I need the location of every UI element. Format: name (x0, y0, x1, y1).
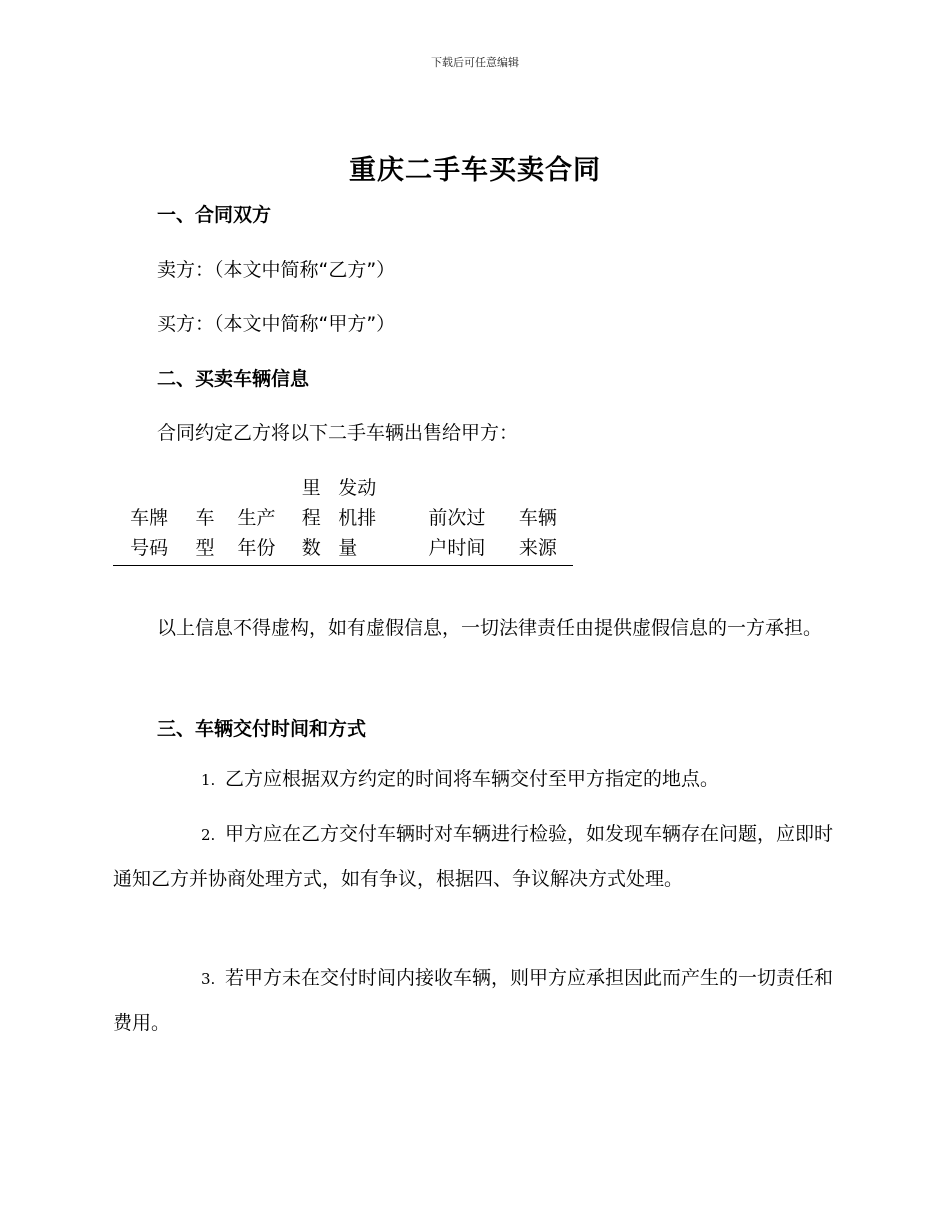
table-header-row (113, 473, 573, 566)
item-number: 2. (201, 826, 216, 844)
item-text: 若甲方未在交付时间内接收车辆，则甲方应承担因此而产生的一切责任和费用。 (113, 967, 834, 1034)
item-number: 3. (201, 970, 216, 988)
header-line: 生产 (237, 507, 276, 529)
delivery-item-1 (113, 757, 833, 802)
header-line: 里 (301, 477, 321, 499)
header-line: 车 (195, 507, 215, 529)
header-line: 发动 (338, 477, 377, 499)
table-header-cell (185, 473, 224, 566)
header-line: 户时间 (428, 537, 486, 559)
table-header-cell (288, 473, 334, 566)
section-heading-vehicle-info: 二、买卖车辆信息 (157, 368, 310, 390)
header-line: 年份 (237, 537, 276, 559)
header-line: 程 (301, 507, 321, 529)
table-header-cell (225, 473, 289, 566)
buyer-line: 买方：（本文中简称“甲方”） (157, 313, 396, 335)
header-line: 数 (301, 537, 321, 559)
table-header-cell (411, 473, 503, 566)
header-note: 下载后可任意编辑 (431, 56, 519, 69)
vehicle-info-table (113, 473, 573, 566)
table-header-cell (113, 473, 185, 566)
table-header-cell (503, 473, 573, 566)
item-text: 乙方应根据双方约定的时间将车辆交付至甲方指定的地点。 (225, 768, 720, 790)
header-line: 前次过 (428, 507, 486, 529)
item-text: 甲方应在乙方交付车辆时对车辆进行检验，如发现车辆存在问题，应即时通知乙方并协商处理方式，如有争议，根据四、争议解决方式处理。 (113, 823, 834, 890)
vehicle-intro: 合同约定乙方将以下二手车辆出售给甲方： (157, 422, 519, 444)
header-line: 量 (338, 537, 358, 559)
item-number: 1. (201, 771, 216, 789)
header-line: 型 (195, 537, 215, 559)
delivery-item-3 (113, 956, 833, 1045)
header-line: 车辆 (518, 507, 557, 529)
delivery-item-2 (113, 812, 833, 901)
document-title: 重庆二手车买卖合同 (349, 155, 601, 186)
section-heading-delivery: 三、车辆交付时间和方式 (157, 718, 367, 740)
header-line: 机排 (338, 507, 377, 529)
header-line: 车牌 (130, 507, 169, 529)
table-header-cell (334, 473, 411, 566)
disclaimer-paragraph: 以上信息不得虚构，如有虚假信息，一切法律责任由提供虚假信息的一方承担。 (157, 617, 823, 639)
header-line: 号码 (130, 537, 169, 559)
section-heading-parties: 一、合同双方 (157, 204, 272, 226)
header-line: 来源 (518, 537, 557, 559)
seller-line: 卖方：（本文中简称“乙方”） (157, 259, 396, 281)
